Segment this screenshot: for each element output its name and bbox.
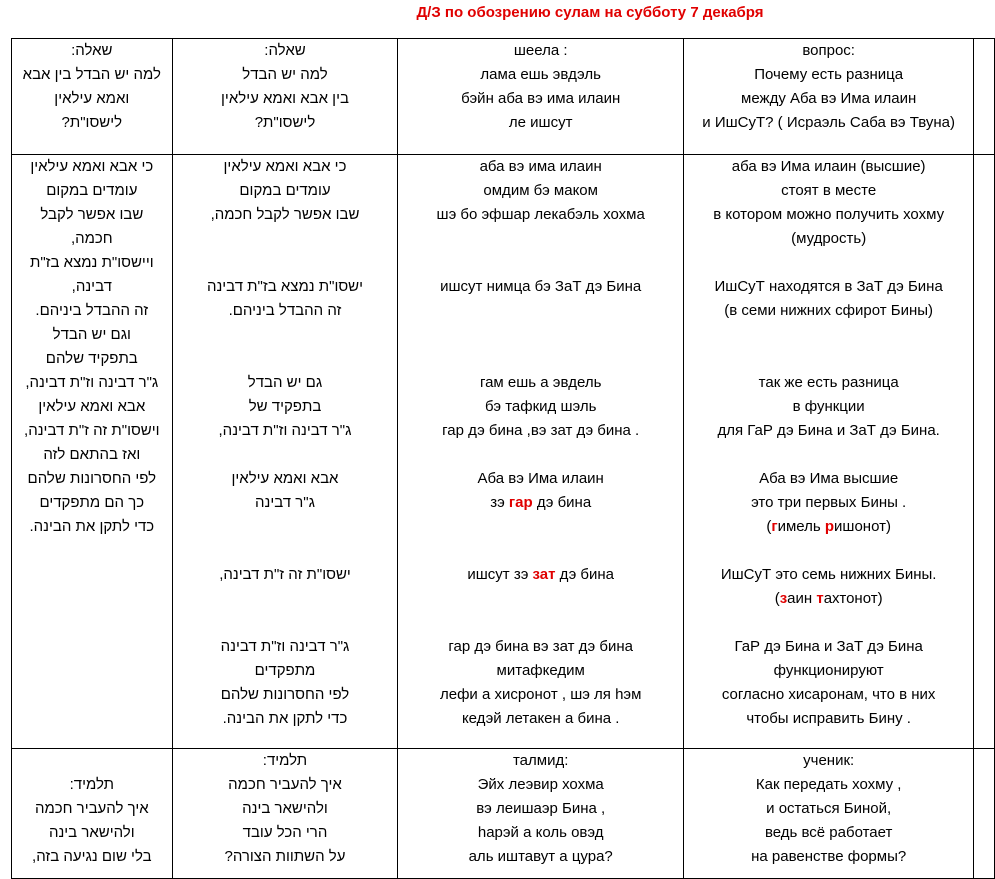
russian-cell <box>684 155 974 749</box>
cell-text <box>684 39 973 135</box>
extra-cell <box>974 155 995 749</box>
text-line: на равенстве формы? <box>751 848 907 865</box>
text-line: ГаР дэ Бина и ЗаТ дэ Бина <box>734 638 923 655</box>
text-line: ישסו"ת זה ז"ת דבינה, <box>219 566 351 583</box>
text-line <box>398 251 683 275</box>
text-line: שבו אפשר לקבל חכמה, <box>210 206 360 223</box>
text-line: ולהישאר בינה <box>242 800 328 817</box>
text-line <box>684 443 973 467</box>
text-segment: имель <box>777 518 825 535</box>
cell-text <box>12 155 172 539</box>
text-segment: дэ бина <box>532 494 592 511</box>
text-line <box>173 323 398 347</box>
red-letter: зат <box>532 566 556 583</box>
transliteration-cell <box>398 749 684 879</box>
russian-cell <box>684 39 974 155</box>
text-line: ויישסו"ת נמצא בז"ת <box>29 254 154 271</box>
text-line: כדי לתקן את הבינה. <box>222 710 348 727</box>
text-line: так же есть разница <box>758 374 899 391</box>
text-line: ИшСуТ находятся в ЗаТ дэ Бина <box>714 278 943 295</box>
text-line <box>684 539 973 563</box>
text-line: לישסו"ת? <box>254 114 316 131</box>
cell-text <box>12 39 172 135</box>
hebrew-col-2-cell <box>172 39 398 155</box>
russian-cell <box>684 749 974 879</box>
text-line: וגם יש הבדל <box>52 326 131 343</box>
text-line: ג"ר דבינה <box>255 494 315 511</box>
text-line <box>173 443 398 467</box>
text-line: в функции <box>792 398 865 415</box>
hebrew-col-1-cell <box>12 39 173 155</box>
text-line <box>398 515 683 539</box>
text-segment: ишсут зэ <box>467 566 533 583</box>
text-segment: ишонот) <box>834 518 891 535</box>
red-letter: р <box>824 518 835 535</box>
text-line: аба вэ има илаин <box>479 158 602 175</box>
hebrew-col-2-cell <box>172 155 398 749</box>
cell-text <box>12 749 172 869</box>
text-segment: аин <box>787 590 817 607</box>
text-line: ואמא עילאין <box>54 90 130 107</box>
text-segment: ( <box>774 590 780 607</box>
text-line: כך הם מתפקדים <box>39 494 145 511</box>
text-line: כי אבא ואמא עילאין <box>223 158 347 175</box>
text-line <box>173 587 398 611</box>
text-line: דבינה, <box>71 278 112 295</box>
text-line <box>173 227 398 251</box>
text-line <box>398 611 683 635</box>
text-line: בלי שום נגיעה בזה, <box>32 848 152 865</box>
cell-text <box>684 155 973 731</box>
text-line: בתפקיד של <box>248 398 322 415</box>
red-letter: з <box>779 590 788 607</box>
text-line: ואז בהתאם לזה <box>43 446 141 463</box>
text-line: ишсут нимца бэ ЗаТ дэ Бина <box>440 278 642 295</box>
text-line <box>684 515 973 539</box>
text-line: гар дэ бина ,вэ зат дэ бина . <box>442 422 640 439</box>
text-line: это три первых Бины . <box>751 494 907 511</box>
text-line: כדי לתקן את הבינה. <box>29 518 155 535</box>
text-line: аль иштавут а цура? <box>468 848 613 865</box>
text-line: אבא ואמא עילאין <box>231 470 339 487</box>
red-letter: т <box>816 590 824 607</box>
text-line <box>173 251 398 275</box>
hebrew-col-2-cell <box>172 749 398 879</box>
table-row <box>12 749 995 879</box>
text-line: лефи а хисронот , шэ ля һэм <box>439 686 642 703</box>
text-line: шэ бо эфшар лекабэль хохма <box>436 206 645 223</box>
text-line: ישסו"ת נמצא בז"ת דבינה <box>206 278 364 295</box>
text-line <box>398 587 683 611</box>
text-line: лама ешь эвдэль <box>480 66 601 83</box>
text-line: кедэй летакен а бина . <box>461 710 620 727</box>
text-line: шеела : <box>513 42 568 59</box>
text-line: בין אבא ואמא עילאין <box>221 90 349 107</box>
text-line: מתפקדים <box>254 662 316 679</box>
text-line <box>173 347 398 371</box>
text-segment: дэ бина <box>555 566 614 583</box>
text-line <box>398 443 683 467</box>
text-segment: ( <box>766 518 772 535</box>
text-line: ג"ר דבינה וז"ת דבינה <box>220 638 350 655</box>
extra-cell <box>974 749 995 879</box>
hebrew-col-1-cell <box>12 749 173 879</box>
table-row <box>12 39 995 155</box>
text-line: между Аба вэ Има илаин <box>741 90 917 107</box>
cell-text <box>398 39 683 135</box>
text-line: (мудрость) <box>791 230 867 247</box>
text-line: Аба вэ Има высшие <box>759 470 899 487</box>
text-line: ученик: <box>803 752 855 769</box>
text-line: לפי החסרונות שלהם <box>220 686 350 703</box>
cell-text <box>173 749 398 869</box>
text-line: для ГаР дэ Бина и ЗаТ дэ Бина. <box>717 422 940 439</box>
text-line: תלמיד: <box>262 752 308 769</box>
text-line: Почему есть разница <box>754 66 904 83</box>
text-line: чтобы исправить Бину . <box>746 710 911 727</box>
text-line: омдим бэ маком <box>483 182 598 199</box>
text-line: бэйн аба вэ има илаин <box>461 90 621 107</box>
text-line <box>398 323 683 347</box>
text-line: вопрос: <box>802 42 855 59</box>
text-line: שאלה: <box>71 42 113 59</box>
red-letter: г <box>771 518 778 535</box>
text-line: (в семи нижних сфирот Бины) <box>724 302 934 319</box>
text-line: и остаться Биной, <box>766 800 892 817</box>
text-line: לישסו"ת? <box>61 114 123 131</box>
text-line: бэ тафкид шэль <box>484 398 597 415</box>
text-segment: ахтонот) <box>823 590 883 607</box>
text-line <box>684 347 973 371</box>
cell-text <box>173 155 398 731</box>
lesson-table <box>11 38 995 879</box>
text-line: חכמה, <box>70 230 113 247</box>
text-line: למה יש הבדל בין אבא <box>22 66 161 83</box>
text-line: בתפקיד שלהם <box>45 350 138 367</box>
text-line: и ИшСуТ? ( Исраэль Саба вэ Твуна) <box>702 114 956 131</box>
cell-text <box>398 749 683 869</box>
text-line: Эйх леэвир хохма <box>477 776 604 793</box>
text-line: функционируют <box>773 662 884 679</box>
cell-text <box>173 39 398 135</box>
text-line: һарэй а коль овэд <box>477 824 604 841</box>
text-line: וישסו"ת זה ז"ת דבינה, <box>24 422 160 439</box>
text-line <box>684 587 973 611</box>
text-line <box>398 539 683 563</box>
text-line: כי אבא ואמא עילאין <box>30 158 154 175</box>
text-line <box>684 251 973 275</box>
text-line <box>398 227 683 251</box>
text-line: זה ההבדל ביניהם. <box>228 302 342 319</box>
text-line: Как передать хохму , <box>755 776 902 793</box>
text-line: איך להעביר חכמה <box>228 776 342 793</box>
text-line: Аба вэ Има илаин <box>477 470 604 487</box>
text-line: ИшСуТ это семь нижних Бины. <box>720 566 937 583</box>
text-line <box>684 611 973 635</box>
text-line: על השתוות הצורה? <box>224 848 346 865</box>
table-row <box>12 155 995 749</box>
text-line: ле ишсут <box>508 114 573 131</box>
text-line <box>173 611 398 635</box>
text-line: в котором можно получить хохму <box>713 206 945 223</box>
text-line: стоят в месте <box>781 182 877 199</box>
text-line: למה יש הבדל <box>242 66 328 83</box>
text-line: איך להעביר חכמה <box>34 800 149 817</box>
text-line <box>398 563 683 587</box>
text-line: שאלה: <box>264 42 306 59</box>
text-line: עומדים במקום <box>239 182 331 199</box>
text-line: аба вэ Има илаин (высшие) <box>731 158 926 175</box>
text-line: לפי החסרונות שלהם <box>27 470 157 487</box>
text-line <box>398 299 683 323</box>
text-line <box>173 515 398 539</box>
text-line: митафкедим <box>496 662 585 679</box>
text-line: ג"ר דבינה וז"ת דבינה, <box>25 374 159 391</box>
text-line: ведь всё работает <box>764 824 893 841</box>
cell-text <box>398 155 683 731</box>
text-line <box>684 323 973 347</box>
text-line: ג"ר דבינה וז"ת דבינה, <box>218 422 352 439</box>
text-line: גם יש הבדל <box>247 374 323 391</box>
text-line <box>398 491 683 515</box>
text-line: ולהישאר בינה <box>48 824 135 841</box>
extra-cell <box>974 39 995 155</box>
text-line <box>173 539 398 563</box>
text-line: עומדים במקום <box>46 182 138 199</box>
transliteration-cell <box>398 155 684 749</box>
red-letter: гар <box>508 494 533 511</box>
text-line: אבא ואמא עילאין <box>38 398 146 415</box>
text-line: гар дэ бина вэ зат дэ бина <box>448 638 633 655</box>
text-line: שבו אפשר לקבל <box>40 206 144 223</box>
text-line: הרי הכל עובד <box>242 824 328 841</box>
transliteration-cell <box>398 39 684 155</box>
cell-text <box>684 749 973 869</box>
hebrew-col-1-cell <box>12 155 173 749</box>
page-title: Д/З по обозрению сулам на субботу 7 декабря <box>416 4 764 21</box>
text-line: תלמיד: <box>69 776 114 793</box>
text-segment: зэ <box>490 494 509 511</box>
text-line: гам ешь а эвдель <box>479 374 602 391</box>
text-line: זה ההבדל ביניהם. <box>35 302 149 319</box>
text-line <box>398 347 683 371</box>
text-line: вэ леишаэр Бина , <box>476 800 606 817</box>
text-line: талмид: <box>512 752 569 769</box>
text-line: согласно хисаронам, что в них <box>721 686 936 703</box>
text-line <box>12 749 172 773</box>
